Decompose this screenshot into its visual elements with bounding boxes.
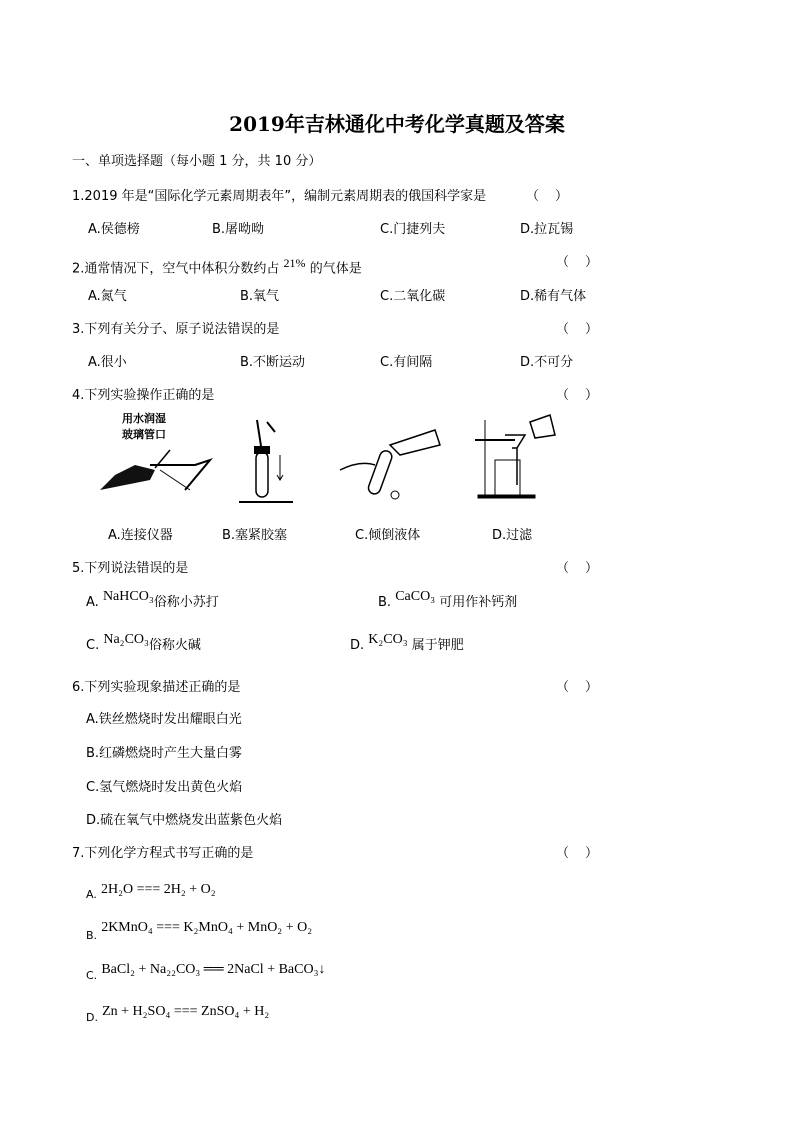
q3-option-b: B.不断运动 [240, 355, 306, 370]
q1-option-a: A.侯德榜 [88, 222, 140, 237]
q5-option-a [86, 589, 219, 611]
q3-option-d: D.不可分 [520, 355, 574, 370]
q1-option-c: C.门捷列夫 [380, 222, 446, 237]
equation: 2H₂O === 2H₂ + O₂ [100, 882, 216, 897]
paren-close: ） [584, 322, 598, 337]
question-5-stem: 5.下列说法错误的是 [72, 561, 189, 576]
page-title: 2019年吉林通化中考化学真题及答案 [229, 112, 565, 136]
q5-option-b [378, 589, 518, 611]
paren-open: （ [556, 388, 570, 403]
q4-option-d: D.过滤 [492, 528, 533, 543]
paren-open: （ [526, 189, 540, 204]
q4-option-b: B.塞紧胶塞 [222, 528, 288, 543]
answer-blank [556, 680, 598, 696]
q4-option-c: C.倾倒液体 [355, 528, 421, 543]
insert-stopper-figure [235, 410, 295, 505]
label-line-2: 玻璃管口 [122, 428, 166, 441]
equation: Zn + H₂SO₄ === ZnSO₄ + H₂ [102, 1004, 270, 1019]
paren-open: （ [556, 322, 570, 337]
q2-option-a: A.氮气 [88, 289, 127, 304]
paren-close: ） [584, 680, 598, 695]
paren-open: （ [556, 561, 570, 576]
q1-option-b: B.屠呦呦 [212, 222, 265, 237]
answer-blank [526, 189, 568, 205]
answer-blank [556, 322, 598, 338]
formula: NaHCO₃ [102, 589, 154, 604]
connect-apparatus-figure [95, 410, 215, 505]
option-letter: B. [86, 929, 98, 942]
q3-option-c: C.有间隔 [380, 355, 433, 370]
paren-close: ） [554, 189, 568, 204]
option-letter: D. [86, 1011, 98, 1024]
q5-option-c [86, 632, 201, 654]
equation: BaCl₂ + Na₂₂CO₃ ══ 2NaCl + BaCO₃↓ [101, 962, 326, 977]
q7-option-b [86, 920, 313, 942]
option-letter: B. [378, 595, 392, 610]
option-text: 属于钾肥 [411, 638, 464, 653]
formula: K₂CO₃ [368, 632, 408, 647]
paren-close: ） [584, 255, 598, 270]
paren-open: （ [556, 846, 570, 861]
q4-option-a: A.连接仪器 [108, 528, 173, 543]
q2-option-d: D.稀有气体 [520, 289, 587, 304]
answer-blank [556, 561, 598, 577]
paren-open: （ [556, 680, 570, 695]
option-text: 俗称小苏打 [153, 595, 219, 610]
formula: Na₂CO₃ [103, 632, 149, 647]
option-letter: D. [350, 638, 365, 653]
answer-blank [556, 846, 598, 862]
q2-option-b: B.氧气 [240, 289, 280, 304]
filtration-figure [470, 410, 570, 505]
q1-option-d: D.拉瓦锡 [520, 222, 574, 237]
percent: 21% [283, 256, 306, 270]
stem-end: 的气体是 [309, 261, 362, 277]
q6-option-a: A.铁丝燃烧时发出耀眼白光 [86, 712, 242, 727]
option-letter: A. [86, 595, 99, 610]
stem-text: 2.通常情况下，空气中体积分数约占 [72, 261, 280, 277]
label-line-1: 用水润湿 [122, 412, 166, 425]
formula: CaCO₃ [395, 589, 436, 604]
pour-liquid-figure [335, 410, 445, 505]
option-text: 俗称火碱 [148, 638, 201, 653]
question-3-stem: 3.下列有关分子、原子说法错误的是 [72, 322, 280, 337]
option-letter: C. [86, 969, 98, 982]
section-heading: 一、单项选择题（每小题 1 分，共 10 分） [72, 154, 322, 169]
question-4-stem: 4.下列实验操作正确的是 [72, 388, 215, 403]
equation: 2KMnO₄ === K₂MnO₄ + MnO₂ + O₂ [101, 920, 313, 935]
question-1-stem: 1.2019 年是“国际化学元素周期表年”，编制元素周期表的俄国科学家是 [72, 189, 487, 204]
paren-open: （ [556, 255, 570, 270]
q7-option-c [86, 962, 326, 982]
question-6-stem: 6.下列实验现象描述正确的是 [72, 680, 241, 695]
paren-close: ） [584, 846, 598, 861]
paren-close: ） [584, 561, 598, 576]
answer-blank [556, 388, 598, 404]
q3-option-a: A.很小 [88, 355, 127, 370]
option-letter: A. [86, 888, 97, 901]
option-text: 可用作补钙剂 [439, 595, 518, 610]
q7-option-d [86, 1004, 270, 1024]
option-letter: C. [86, 638, 100, 653]
q6-option-c: C.氢气燃烧时发出黄色火焰 [86, 780, 243, 795]
q2-option-c: C.二氧化碳 [380, 289, 446, 304]
question-7-stem: 7.下列化学方程式书写正确的是 [72, 846, 254, 861]
paren-close: ） [584, 388, 598, 403]
q6-option-d: D.硫在氧气中燃烧发出蓝紫色火焰 [86, 813, 283, 828]
q6-option-b: B.红磷燃烧时产生大量白雾 [86, 746, 243, 761]
q5-option-d [350, 632, 464, 654]
q7-option-a [86, 882, 216, 901]
question-2-stem [72, 255, 362, 277]
answer-blank [556, 255, 598, 271]
